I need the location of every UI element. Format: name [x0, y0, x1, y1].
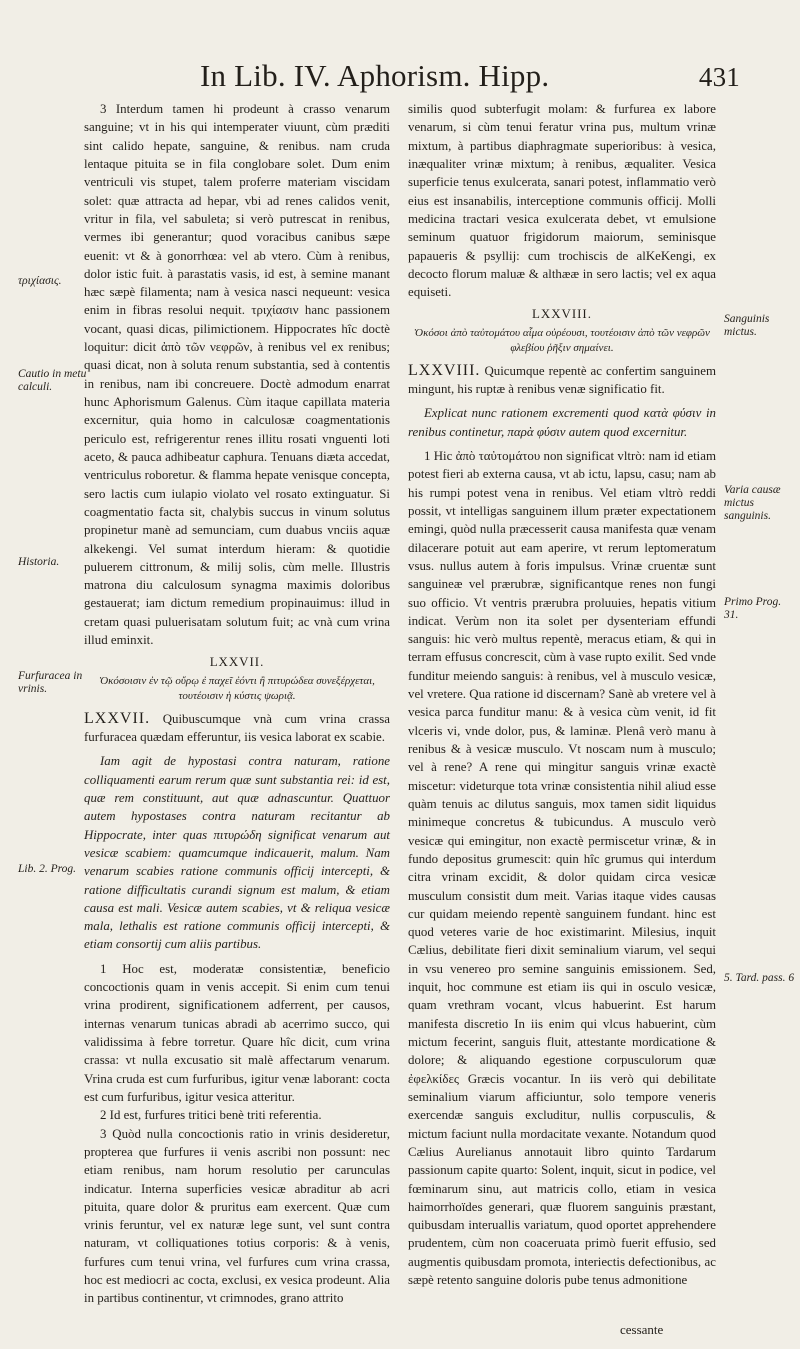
- paragraph: 1 Hoc est, moderatæ consistentiæ, beneficio concoctionis quam in venis accepit. Si enim cum tenui vrina prodirent, significationem adferrent, per causos, internas venarum tunicas abradi ab acerrimo succo, qui validissima à febre torretur. Quare hîc dicit, cum vrina crassa: vt nulla excusatio sit malè affectarum venarum. Vrina cruda est cum furfuribus, igitur venæ laborant: cocta est cum furfuribus, igitur vesica atteritur.: [84, 961, 390, 1104]
- running-head: [200, 58, 740, 98]
- running-title: In Lib. IV. Aphorism. Hipp.: [200, 58, 550, 93]
- aphorism-latin: [84, 710, 390, 747]
- margin-note: 5. Tard. pass. 6: [724, 972, 795, 984]
- paragraph: 1 Hic ἀπὸ ταὐτομάτου non significat vltrò: nam id etiam potest fieri ab externa causa, vt ab ictu, lapsu, casu; nam ab his rumpi potest vena in renibus. Vel etiam vltrò reddi possit, vt intelligas sanguinem illum præter expectationem emingi, quòd nulla præcesserit causa manifesta quæ venam dilacerare potuit aut eam aperire, vt rerum leptomeratum vsus. nullus autem à foris impulsus. Vrinæ cruentæ sunt sanguineæ vel prærubræ, significantque renes non fungi suo officio. Vt ventris prærubra proluuies, hepatis vitium indicat. Verùm non ita solet per dysenteriam effundi sanguis: hic verò multus repentè, meracus etiam, & qui in terram effusus concrescit, cùm à vase rupto exilit. Sed vnde funditur meiendo sanguis: à renibus, vel à musculo vesicæ, vel vretere. Qua ratione id discernam? Sanè ab vretere vel à vesica parca funditur manu: & à vesica cùm venit, id fit vlceris vi, vnde dolor, pus, & laminæ. Plenâ verò manu à renibus & à vesicæ musculo. Vt noscam num à musculo; vel à rene? A rene qui mingitur sanguis vrinæ exactè miscetur: videturque tota vrinæ consistentia nihil aliud esse quàm tenuis ac dilutus sanguis, mox tamen sidit liquidus minimeque concretus & tubicundus. A musculo verò vesicæ qui emingitur, non exactè permiscetur vrinæ, & in fundo depositus grumescit: quin hîc grumus qui interdum citra vrinam excidit, & dolor quidam circa vesicæ musculum consistit dum meit. Varias itaque vides causas cur quidam meiendo repentè sanguinem fundant. hinc est quod veteres varie de hoc existimarint. Milesius, inquit Cælius, debilitate fieri dixit seminalium viarum, vel sequi in vsu venereo pro semine sanguinis emissionem. Sed, inquit, hoc commune est etiam iis qui in osculo vesicæ, quam vrethram vocant, vlcus habuerint. Est harum manifesta discretio In iis enim qui vlcus habuerint, cùm mictum fecerint, sanguis fluit, attestante mordicatione & dolore; & aliquando egestione corpusculorum quæ ἐφελκίδες Græcis vocantur. In iis verò qui debilitate seminalium viarum afficiuntur, solo tempore veneris exercendæ sanguis excluditur, nullis corpusculis, & mictum faciunt nulla mordacitate vexante. Notandum quod Cælius Aurelianus annotauit libro quinto Tardarum passionum capite quarto: Solent, inquit, sicut in podice, vel fœminarum sinu, aut matricis collo, etiam in vesica haimorrhoïdes generari, quæ fluorem sanguinis præstant, quibusdam interuallis variatum, quod oportet apprehendere prudentem, cùm non coaceruata primò fuerit effusio, sed augmentis quibusdam promota, interiectis defectionibus, ac sæpè retento sanguine doloris pube tenus admonitione: [408, 449, 716, 1288]
- margin-note: Lib. 2. Prog.: [18, 863, 77, 875]
- aphorism-number: LXXVIII.: [408, 361, 481, 379]
- margin-note: Cautio in metu calculi.: [18, 368, 87, 393]
- right-column: [408, 100, 716, 1289]
- paragraph: similis quod subterfugit molam: & furfurea ex labore venarum, si cùm tenui feratur vrina pus, multum vrinæ mixtum, à partibus diaphragmate superioribus: à vesica, inæqualiter vrinæ mixtum; à renibus, æqualiter. Vesica superficie tenus exulcerata, sanari potest, inflammatio verò eius est insanabilis, interceptione communis officij. Molli medicina tractari vesica exulcerata debet, vt emulsione seminum quatuor frigidorum maiorum, seminisque papaueris & psyllij: cum trochiscis de alKeKengi, ex decocto florum maluæ & althææ in sero lactis; vel ex aqua equiseti.: [408, 102, 716, 300]
- margin-note: Varia causæ mictus sanguinis.: [724, 484, 781, 522]
- aphorism-latin: [408, 362, 716, 399]
- margin-note: τριχίασις.: [18, 275, 62, 287]
- paragraph: 3 Quòd nulla concoctionis ratio in vrinis desideretur, propterea que furfures ii venis ascribi non possunt: nec etiam renibus, nam horum resolutio per carunculas indicatur. Interna superficies vesicæ abraditur ab acri pituita, quare dolor & pruritus eam exercent. Quæ cum vrinis feruntur, vel ex naturæ lege sunt, vel sunt contra naturam, vt colliquationes totius corporis: & à venis, furfures cum tenui vrina, vel furfures cum vrina crassa, hoc est mediocri ac cocta, exclusi, ex vesica prodeunt. Alia in partibus continentur, vt crimnodes, grano attrito: [84, 1126, 390, 1306]
- aphorism-text: Quicumque repentè ac confertim sanguinem mingunt, his ruptæ à renibus venæ significatio fit.: [408, 363, 716, 397]
- aphorism-number: LXXVII.: [84, 709, 151, 727]
- page-number: 431: [698, 62, 740, 92]
- greek-aphorism: Ὁκόσοι ἀπὸ ταὐτομάτου αἷμα οὐρέουσι, τουτέοισιν ἀπὸ τῶν νεφρῶν φλεβίου ῥῆξιν σημαίνει.: [414, 326, 710, 354]
- aphorism-text: Quibuscumque vnà cum vrina crassa furfuracea quædam efferuntur, iis vesica laborat ex scabie.: [84, 711, 390, 744]
- paragraph: 3 Interdum tamen hi prodeunt à crasso venarum sanguine; vt in his qui intemperater viuunt, cùm præditi sint calido hepate, sanguine, & renibus. nam cruda lentaque pituita se in fila conglobare solet. Dum enim ventriculi vis stupet, talem proferre materiam viscidam solet: quæ attracta ad hepar, vbi ad renes calidos venit, vritur in fila, vel sabuleta; si verò putrescat in renibus, vermes ibi generantur; quod voracibus canibus sæpe euenit: vt & à gonorrhœa: vel ab vtero. Cùm à renibus, dolor istic fuit. à parastatis vasis, id est, à semine manant hæc sæpè filamenta; nam à vesica nasci nequeunt: vesica enim in fibras resolui nequit. τριχίασιν hanc passionem vocant, quasi dicas, pilimictionem. Hippocrates hîc doctè loquitur: dicit ἀπὸ τῶν νεφρῶν, à renibus vel ex renibus; quasi dicat, non à soluta renum substantia, sed à contentis in renibus, nam ibi concreuere. Doctè admodum enarrat hunc Aphorismum Galenus. Cùm itaque capillata materia excernitur, quia homo in calculosæ coagmentationis periculo est, refrigerentur renes illitu rosati vnguenti loti aceto, & pauca adhibeatur caphura. Tenuans diæta accedat, ventriculus roboretur. & flamma hepate venisque concepta, sero lactis cum iulapio violato vel rosato extinguatur. Si coagmentatio facta sit, chalybis succus in vinum solutus propinetur manè ad semunciam, cum duabus vnciis aquæ alkekengi. Vel sumat interdum hieram: & quotidie puluerem cittronum, & milij solis, cùm melle. Illustris matrona diu calculosum synagma maximis doloribus gestauerat; iam dictum remedium propinauimus: illud in cretam quasi puluerisatam solutum fuit; ac vnà cum vrina illud eminxit.: [84, 102, 390, 648]
- catchword: cessante: [620, 1322, 664, 1337]
- greek-aphorism: Ὁκόσοισιν ἐν τῷ οὔρῳ ἐ παχεῖ ἐόντι ἢ πιτυρώδεα συνεξέρχεται, τουτέοισιν ἡ κύστις ψωριᾷ.: [99, 674, 375, 702]
- margin-note: Furfuracea in vrinis.: [18, 670, 83, 695]
- paragraph: 2 Id est, furfures tritici benè triti referentia.: [100, 1108, 322, 1123]
- commentary-italic: Iam agit de hypostasi contra naturam, ratione colliquamenti earum rerum quæ sunt substantia rei: id est, quæ rem constituunt, aut quæ adnascuntur. Quattuor autem hypostases contra naturam recitantur ab Hippocrate, inter quas πιτυρώδη significat venarum aut vesicæ scabiem: quamcumque indicauerit, malum. Nam venarum scabies ratione communis officij intercepti, & ratione difficultatis curandi signum est malum, & etiam causa est mali. Vesicæ autem scabies, vt & reliqua vesicæ mala, lethalis est ratione communis officij intercepti, & etiam consortij cum aliis partibus.: [84, 754, 390, 952]
- margin-note: Primo Prog. 31.: [724, 596, 782, 621]
- margin-note: Historia.: [18, 556, 60, 568]
- margin-note: Sanguinis mictus.: [724, 313, 770, 338]
- left-column: [84, 100, 390, 1308]
- commentary-italic: Explicat nunc rationem excrementi quod κατὰ φύσιν in renibus continetur, παρὰ φύσιν autem quod excernitur.: [408, 406, 716, 439]
- aphorism-heading: LXXVIII.: [532, 307, 592, 322]
- aphorism-heading: LXXVII.: [209, 655, 265, 670]
